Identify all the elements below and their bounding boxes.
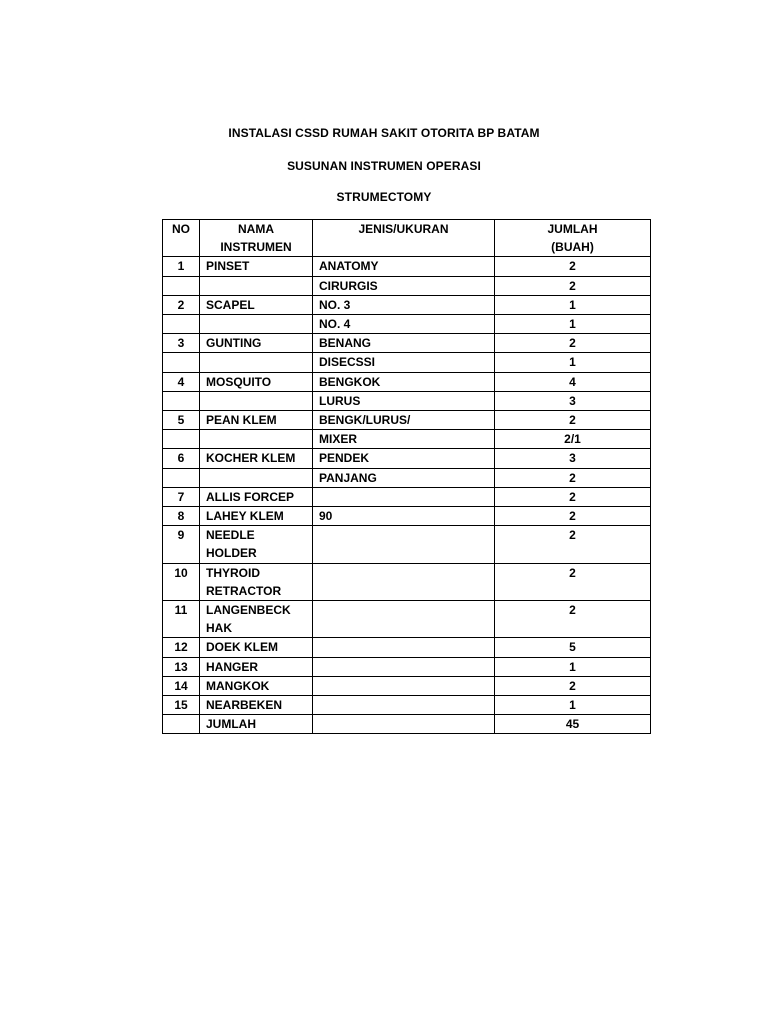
row-jumlah: 5 <box>495 638 651 657</box>
row-no: 3 <box>163 334 200 353</box>
row-jumlah: 1 <box>495 696 651 715</box>
table-header <box>163 220 651 257</box>
row-no: 9 <box>163 526 200 563</box>
row-jenis-ukuran <box>313 696 495 715</box>
row-jumlah: 2 <box>495 676 651 695</box>
row-jumlah: 3 <box>495 391 651 410</box>
row-no: 12 <box>163 638 200 657</box>
header-jumlah-line1: JUMLAH <box>547 222 598 236</box>
row-nama-line2: RETRACTOR <box>206 583 282 598</box>
row-jenis-ukuran: BENGK/LURUS/ <box>313 411 495 430</box>
row-nama-line1: LAHEY KLEM <box>206 509 284 524</box>
row-no: 15 <box>163 696 200 715</box>
row-nama-instrumen <box>200 676 313 695</box>
document-subtitle: SUSUNAN INSTRUMEN OPERASI <box>287 159 481 173</box>
table-row <box>163 449 651 468</box>
row-jumlah: 4 <box>495 372 651 391</box>
table-footer <box>163 715 651 734</box>
row-nama-instrumen <box>200 315 313 334</box>
row-jumlah: 1 <box>495 657 651 676</box>
row-jenis-ukuran <box>313 657 495 676</box>
row-jenis-ukuran: MIXER <box>313 430 495 449</box>
row-no: 11 <box>163 601 200 638</box>
total-jenis-cell <box>313 715 495 734</box>
row-jumlah: 3 <box>495 449 651 468</box>
row-nama-instrumen <box>200 507 313 526</box>
row-nama-instrumen <box>200 468 313 487</box>
row-jumlah: 2 <box>495 468 651 487</box>
table-row <box>163 638 651 657</box>
procedure-name: STRUMECTOMY <box>336 190 432 204</box>
row-nama-line1: DOEK KLEM <box>206 640 278 655</box>
table-row <box>163 487 651 506</box>
row-nama-line1: GUNTING <box>206 336 262 351</box>
header-row <box>163 220 651 257</box>
row-nama-instrumen <box>200 563 313 600</box>
row-jumlah: 1 <box>495 315 651 334</box>
row-no <box>163 276 200 295</box>
row-nama-line1: KOCHER KLEM <box>206 451 296 466</box>
row-no: 1 <box>163 257 200 276</box>
table-row <box>163 391 651 410</box>
row-jenis-ukuran <box>313 601 495 638</box>
row-jumlah: 2 <box>495 563 651 600</box>
table-row <box>163 372 651 391</box>
row-jumlah: 2 <box>495 257 651 276</box>
row-jenis-ukuran <box>313 638 495 657</box>
table-row <box>163 315 651 334</box>
row-jumlah: 2 <box>495 276 651 295</box>
row-jumlah: 1 <box>495 353 651 372</box>
row-jenis-ukuran: BENANG <box>313 334 495 353</box>
row-nama-instrumen <box>200 257 313 276</box>
table-body <box>163 257 651 715</box>
row-no <box>163 430 200 449</box>
total-value: 45 <box>495 715 651 734</box>
table-row <box>163 676 651 695</box>
row-nama-instrumen <box>200 411 313 430</box>
table-row <box>163 430 651 449</box>
row-jumlah: 2 <box>495 487 651 506</box>
row-jumlah: 2/1 <box>495 430 651 449</box>
row-jenis-ukuran <box>313 487 495 506</box>
row-nama-instrumen <box>200 353 313 372</box>
header-nama <box>200 220 313 257</box>
row-nama-line1: THYROID <box>206 565 260 580</box>
row-nama-instrumen <box>200 391 313 410</box>
row-jenis-ukuran: PENDEK <box>313 449 495 468</box>
row-no <box>163 353 200 372</box>
header-jumlah-line2: (BUAH) <box>551 240 594 255</box>
row-nama-line1: LANGENBECK <box>206 603 291 618</box>
row-jenis-ukuran: LURUS <box>313 391 495 410</box>
table-row <box>163 468 651 487</box>
row-nama-instrumen <box>200 430 313 449</box>
table-row <box>163 657 651 676</box>
row-nama-instrumen <box>200 487 313 506</box>
row-nama-instrumen <box>200 696 313 715</box>
row-nama-line1: NEEDLE <box>206 528 255 543</box>
row-no: 4 <box>163 372 200 391</box>
row-jenis-ukuran: PANJANG <box>313 468 495 487</box>
row-jumlah: 1 <box>495 295 651 314</box>
row-nama-instrumen <box>200 372 313 391</box>
row-nama-instrumen <box>200 601 313 638</box>
row-nama-line1: NEARBEKEN <box>206 698 283 713</box>
header-jumlah <box>495 220 651 257</box>
row-nama-line2: HAK <box>206 621 232 636</box>
row-no <box>163 391 200 410</box>
table-row <box>163 257 651 276</box>
row-jenis-ukuran: CIRURGIS <box>313 276 495 295</box>
row-jumlah: 2 <box>495 334 651 353</box>
header-jenis: JENIS/UKURAN <box>313 220 495 257</box>
instrument-table <box>162 219 651 734</box>
table-row <box>163 601 651 638</box>
row-jenis-ukuran: NO. 3 <box>313 295 495 314</box>
row-nama-instrumen <box>200 449 313 468</box>
row-no: 5 <box>163 411 200 430</box>
row-jenis-ukuran: DISECSSI <box>313 353 495 372</box>
table-row <box>163 353 651 372</box>
row-no: 13 <box>163 657 200 676</box>
row-no: 14 <box>163 676 200 695</box>
row-jumlah: 2 <box>495 411 651 430</box>
row-nama-instrumen <box>200 334 313 353</box>
row-no: 8 <box>163 507 200 526</box>
header-nama-line1: NAMA <box>238 222 274 236</box>
row-nama-line1: HANGER <box>206 659 259 674</box>
row-jenis-ukuran: BENGKOK <box>313 372 495 391</box>
row-no: 2 <box>163 295 200 314</box>
row-jenis-ukuran <box>313 526 495 563</box>
total-no-cell <box>163 715 200 734</box>
table-row <box>163 507 651 526</box>
table-row <box>163 563 651 600</box>
row-no: 7 <box>163 487 200 506</box>
row-jumlah: 2 <box>495 601 651 638</box>
row-jenis-ukuran <box>313 676 495 695</box>
table-row <box>163 411 651 430</box>
total-row <box>163 715 651 734</box>
row-no: 10 <box>163 563 200 600</box>
row-no <box>163 468 200 487</box>
row-jumlah: 2 <box>495 526 651 563</box>
table-row <box>163 526 651 563</box>
header-nama-line2: INSTRUMEN <box>220 240 292 255</box>
row-nama-line1: SCAPEL <box>206 297 255 312</box>
row-nama-line1: PINSET <box>206 259 250 274</box>
row-nama-line1: PEAN KLEM <box>206 413 277 428</box>
row-jenis-ukuran: 90 <box>313 507 495 526</box>
row-nama-line1: MANGKOK <box>206 678 270 693</box>
row-nama-line2: HOLDER <box>206 546 257 561</box>
row-nama-instrumen <box>200 526 313 563</box>
row-jenis-ukuran: NO. 4 <box>313 315 495 334</box>
row-nama-line1: ALLIS FORCEP <box>206 489 295 504</box>
table-row <box>163 334 651 353</box>
row-jumlah: 2 <box>495 507 651 526</box>
header-no: NO <box>163 220 200 257</box>
row-nama-instrumen <box>200 638 313 657</box>
row-nama-instrumen <box>200 657 313 676</box>
row-nama-instrumen <box>200 295 313 314</box>
row-jenis-ukuran: ANATOMY <box>313 257 495 276</box>
table-row <box>163 295 651 314</box>
table-row <box>163 276 651 295</box>
row-nama-instrumen <box>200 276 313 295</box>
document-title: INSTALASI CSSD RUMAH SAKIT OTORITA BP BATAM <box>228 126 540 140</box>
total-label: JUMLAH <box>200 715 313 734</box>
row-no: 6 <box>163 449 200 468</box>
table-row <box>163 696 651 715</box>
row-jenis-ukuran <box>313 563 495 600</box>
row-no <box>163 315 200 334</box>
row-nama-line1: MOSQUITO <box>206 374 272 389</box>
